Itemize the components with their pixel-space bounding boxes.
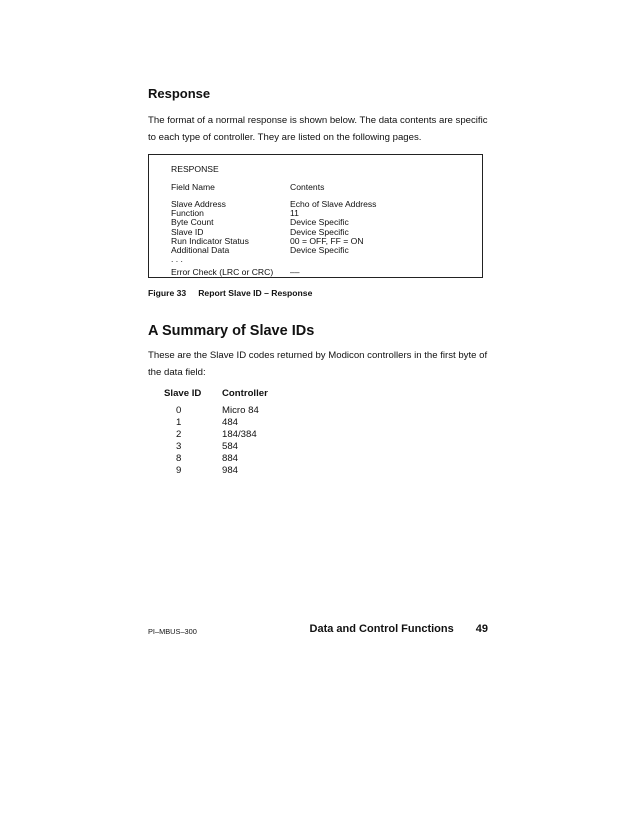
response-paragraph: The format of a normal response is shown below. The data contents are specific to each type of controller. They are listed on the following pages. — [148, 115, 488, 143]
figure-title: Report Slave ID – Response — [198, 288, 313, 298]
controller-value: Micro 84 — [222, 405, 259, 416]
field-contents: Device Specific — [290, 217, 349, 228]
field-name: Function — [171, 208, 204, 219]
field-name: Run Indicator Status — [171, 235, 249, 246]
field-name-header: Field Name — [171, 182, 215, 192]
table-row — [164, 429, 268, 441]
field-contents: 11 — [290, 208, 299, 219]
field-name: Additional Data — [171, 244, 230, 255]
response-row — [171, 200, 476, 209]
footer-section — [310, 623, 488, 635]
field-contents: 00 = OFF, FF = ON — [290, 235, 364, 246]
summary-paragraph: These are the Slave ID codes returned by Modicon controllers in the first byte of the data field: — [148, 350, 488, 378]
response-box-title: RESPONSE — [171, 164, 219, 174]
response-field-rows — [171, 200, 476, 278]
slave-id-value: 0 — [176, 405, 182, 416]
table-row — [164, 453, 268, 465]
field-contents: Echo of Slave Address — [290, 199, 377, 209]
table-row — [164, 405, 268, 417]
controller-value: 984 — [222, 465, 239, 476]
field-name: Slave ID — [171, 226, 204, 237]
controller-value: 484 — [222, 417, 239, 428]
figure-caption — [148, 288, 312, 298]
footer-section-title: Data and Control Functions — [309, 623, 454, 635]
page-number: 49 — [475, 623, 488, 635]
slave-id-table — [164, 388, 268, 477]
controller-column-header: Controller — [222, 388, 268, 399]
table-row — [164, 465, 268, 477]
field-contents: –– — [290, 267, 300, 278]
field-contents: Device Specific — [290, 244, 349, 255]
response-row — [171, 246, 476, 255]
footer-document-id: PI–MBUS–300 — [148, 627, 197, 636]
field-contents: Device Specific — [290, 226, 349, 237]
controller-value: 584 — [222, 441, 239, 452]
field-name: . . . — [171, 254, 183, 265]
response-heading: Response — [148, 86, 211, 101]
table-row — [164, 417, 268, 429]
field-name: Byte Count — [171, 217, 214, 228]
slave-id-value: 8 — [176, 453, 182, 464]
field-name: Slave Address — [171, 199, 226, 209]
controller-value: 184/384 — [222, 429, 257, 440]
response-row — [171, 255, 476, 264]
summary-heading: A Summary of Slave IDs — [148, 323, 315, 339]
figure-label: Figure 33 — [148, 288, 187, 298]
contents-header: Contents — [290, 182, 325, 192]
controller-value: 884 — [222, 453, 239, 464]
error-check-row — [171, 268, 476, 277]
slave-id-value: 1 — [176, 417, 182, 428]
field-name: Error Check (LRC or CRC) — [171, 267, 274, 278]
slave-id-value: 3 — [176, 441, 182, 452]
slave-id-value: 9 — [176, 465, 182, 476]
table-row — [164, 441, 268, 453]
response-frame-box — [148, 154, 483, 278]
slave-id-value: 2 — [176, 429, 182, 440]
slave-id-column-header: Slave ID — [164, 388, 202, 399]
slave-id-table-header — [164, 388, 268, 405]
